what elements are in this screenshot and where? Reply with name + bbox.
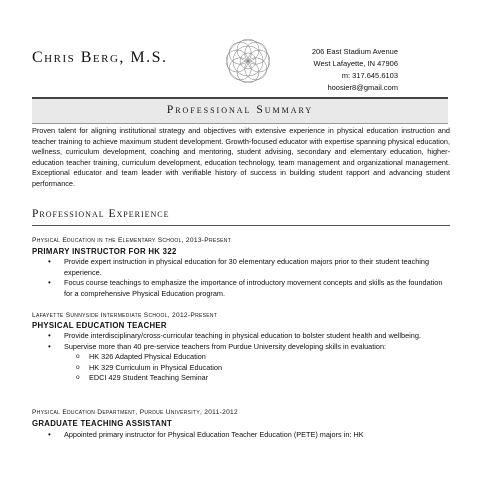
candidate-name: Chris Berg, M.S. <box>32 49 168 66</box>
job-bullets <box>48 331 448 384</box>
sub-list-item: o EDCI 429 Student Teaching Seminar <box>64 373 448 384</box>
job-meta: Physical Education in the Elementary School, 2013-Present <box>32 237 232 244</box>
list-item <box>48 342 448 384</box>
job-title: PRIMARY INSTRUCTOR FOR HK 322 <box>32 247 177 256</box>
job-bullets <box>48 430 448 441</box>
job-title: GRADUATE TEACHING ASSISTANT <box>32 419 173 428</box>
circular-ornament-icon <box>226 39 270 83</box>
address-line-1: 206 East Stadium Avenue <box>311 47 398 56</box>
sub-list-item: o HK 326 Adapted Physical Education <box>64 352 448 363</box>
experience-heading: Professional Experience <box>32 208 170 220</box>
job-title: PHYSICAL EDUCATION TEACHER <box>32 321 167 330</box>
email-address[interactable]: hoosier8@gmail.com <box>327 83 398 92</box>
job-meta: Physical Education Department, Purdue University, 2011-2012 <box>32 409 238 416</box>
list-item: • Provide expert instruction in physical education for 30 elementary education majors prior to their student teaching experience. <box>48 257 448 278</box>
sub-list-item: o HK 329 Curriculum in Physical Education <box>64 363 448 374</box>
list-item: • Appointed primary instructor for Physical Education Teacher Education (PETE) majors in: HK <box>48 430 448 441</box>
list-item: • Provide interdisciplinary/cross-curricular teaching in physical education to bolster student health and wellbeing. <box>48 331 448 342</box>
experience-divider <box>32 225 450 226</box>
job-meta: Lafayette Sunnyside Intermediate School, 2012-Present <box>32 312 218 319</box>
contact-block <box>312 46 398 94</box>
summary-paragraph: Proven talent for aligning institutional strategy and objectives with extensive experience in physical education instruction and teacher training to achieve maximum student development. Growth-focused educator with expertise spanning physical education, wellness, curriculum development, coaching and mentoring, student advising, secondary and elementary education, higher-education teacher training, curriculum development, education technology, team management and organizational management. Exceptional educator and team leader with verifiable history of success in building student rapport and advancing student performance. <box>32 126 450 188</box>
list-item: • Focus course teachings to emphasize the importance of introductory movement concepts and skills as the foundation for a comprehensive Physical Education program. <box>48 278 448 299</box>
list-item-text: Supervise more than 40 pre-service teachers from Purdue University developing skills in evaluation: <box>64 341 387 351</box>
phone-number: m: 317.645.6103 <box>341 71 398 80</box>
address-line-2: West Lafayette, IN 47906 <box>313 59 398 68</box>
summary-header-bar <box>32 97 448 124</box>
sub-bullets <box>64 352 448 384</box>
summary-heading: Professional Summary <box>166 104 314 116</box>
job-bullets <box>48 257 448 299</box>
